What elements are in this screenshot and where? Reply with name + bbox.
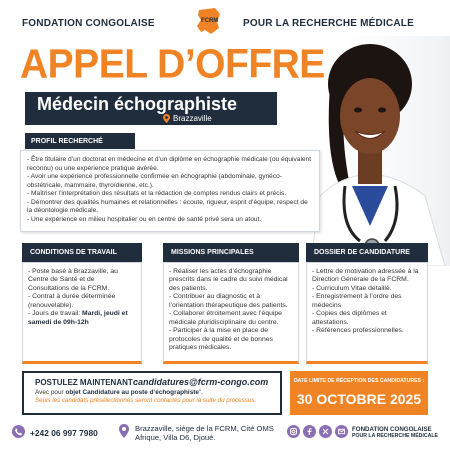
conditions-item: - Jours de travail: Mardi, jeudi et samedi de 09h-12h — [28, 310, 128, 326]
footer-address: Brazzaville, siège de la FCRM, Cité OMS Afrique, Villa D6, Djoué. — [135, 424, 274, 443]
conditions-item: - Poste basé à Brazzaville, au Centre de Santé et de Consultations de la FCRM. — [28, 268, 118, 292]
profil-item: - Maîtriser l’interprétation des résultats et la rédaction de comptes rendus clairs et précis. — [27, 190, 287, 198]
email-icon[interactable] — [335, 425, 348, 438]
location-pin-icon — [163, 114, 170, 123]
profil-heading: PROFIL RECHERCHÉ — [25, 133, 135, 149]
location-text: Brazzaville — [173, 114, 212, 123]
dossier-box — [306, 262, 428, 364]
dossier-item: - Enregistrement à l’ordre des médecins — [312, 293, 402, 309]
address-pin-icon — [119, 424, 129, 438]
missions-item: - Collaborer étroitement avec l’équipe médicale pluridisciplinaire du centre. — [169, 310, 282, 326]
missions-item: - Participer à la mise en place de protocoles de qualité et de bonnes pratiques médicales. — [169, 327, 273, 352]
dossier-item: - Curriculum Vitae détaillé. — [312, 284, 392, 292]
logo-text: FCRM — [201, 18, 219, 24]
missions-box — [163, 262, 299, 364]
missions-item: - Contribuer au diagnostic et à l’orientation thérapeutique des patients. — [169, 293, 288, 309]
profil-item: - Démontrer des qualités humaines et relationnelles : écoute, rigueur, esprit d’équipe, respect de la déontologie médicale. — [27, 198, 308, 215]
instagram-icon[interactable] — [287, 425, 300, 438]
facebook-icon[interactable] — [303, 425, 316, 438]
x-icon[interactable] — [319, 425, 332, 438]
job-title: Médecin échographiste — [37, 94, 238, 114]
missions-item: - Réaliser les actes d’échographie prescrits dans le cadre du suivi médical des patients. — [169, 268, 288, 292]
conditions-item: - Contrat à durée déterminée (renouvelable). — [28, 293, 116, 309]
apply-email-link[interactable]: candidatures@fcrm-congo.com — [133, 377, 269, 387]
header-left-text: FONDATION CONGOLAISE — [22, 18, 155, 29]
profil-item: - Une expérience en milieu hospitalier ou en centre de santé privé sera un atout. — [27, 215, 262, 223]
phone-icon — [12, 425, 25, 438]
dossier-item: - Copies des diplômes et attestations. — [312, 310, 387, 326]
conditions-box — [22, 262, 142, 364]
header-right-text: POUR LA RECHERCHE MÉDICALE — [243, 18, 414, 29]
profil-item: - Avoir une expérience professionnelle confirmée en échographie (abdominale, gynéco-obstétricale, mammaire, thyroïdienne, etc.). — [27, 173, 282, 189]
apply-subject: Avec pour objet Candidature au poste d’échographiste”. — [35, 389, 203, 396]
profil-item: - Être titulaire d’un doctorat en médecine et d’un diplôme en échographie médicale (ou équivalent reconnu) ou une expérience pratique avérée. — [27, 156, 312, 172]
profil-box — [20, 150, 320, 232]
apply-title: POSTULEZ MAINTENANT : — [35, 378, 138, 387]
job-location — [163, 114, 212, 123]
missions-heading: MISSIONS PRINCIPALES — [163, 243, 299, 262]
page-title: APPEL D’OFFRE — [20, 41, 325, 88]
dossier-heading: DOSSIER DE CANDIDATURE — [306, 243, 428, 262]
dossier-item: - Références professionnelles. — [312, 327, 404, 335]
footer-brand-line2: POUR LA RECHERCHE MÉDICALE — [352, 433, 438, 439]
dossier-item: - Lettre de motivation adressée à la Direction Générale de la FCRM. — [312, 268, 419, 284]
deadline-date: 30 OCTOBRE 2025 — [296, 391, 422, 407]
conditions-heading: CONDITIONS DE TRAVAIL — [22, 243, 142, 262]
apply-note: Seuls les candidats présélectionnés seront contactés pour la suite du processus. — [35, 397, 257, 404]
footer-phone[interactable]: +242 06 997 7980 — [30, 428, 98, 438]
footer-brand-line1: FONDATION CONGOLAISE — [352, 426, 432, 433]
deadline-label: DATE LIMITE DE RÉCEPTION DES CANDIDATURES : — [293, 378, 425, 384]
